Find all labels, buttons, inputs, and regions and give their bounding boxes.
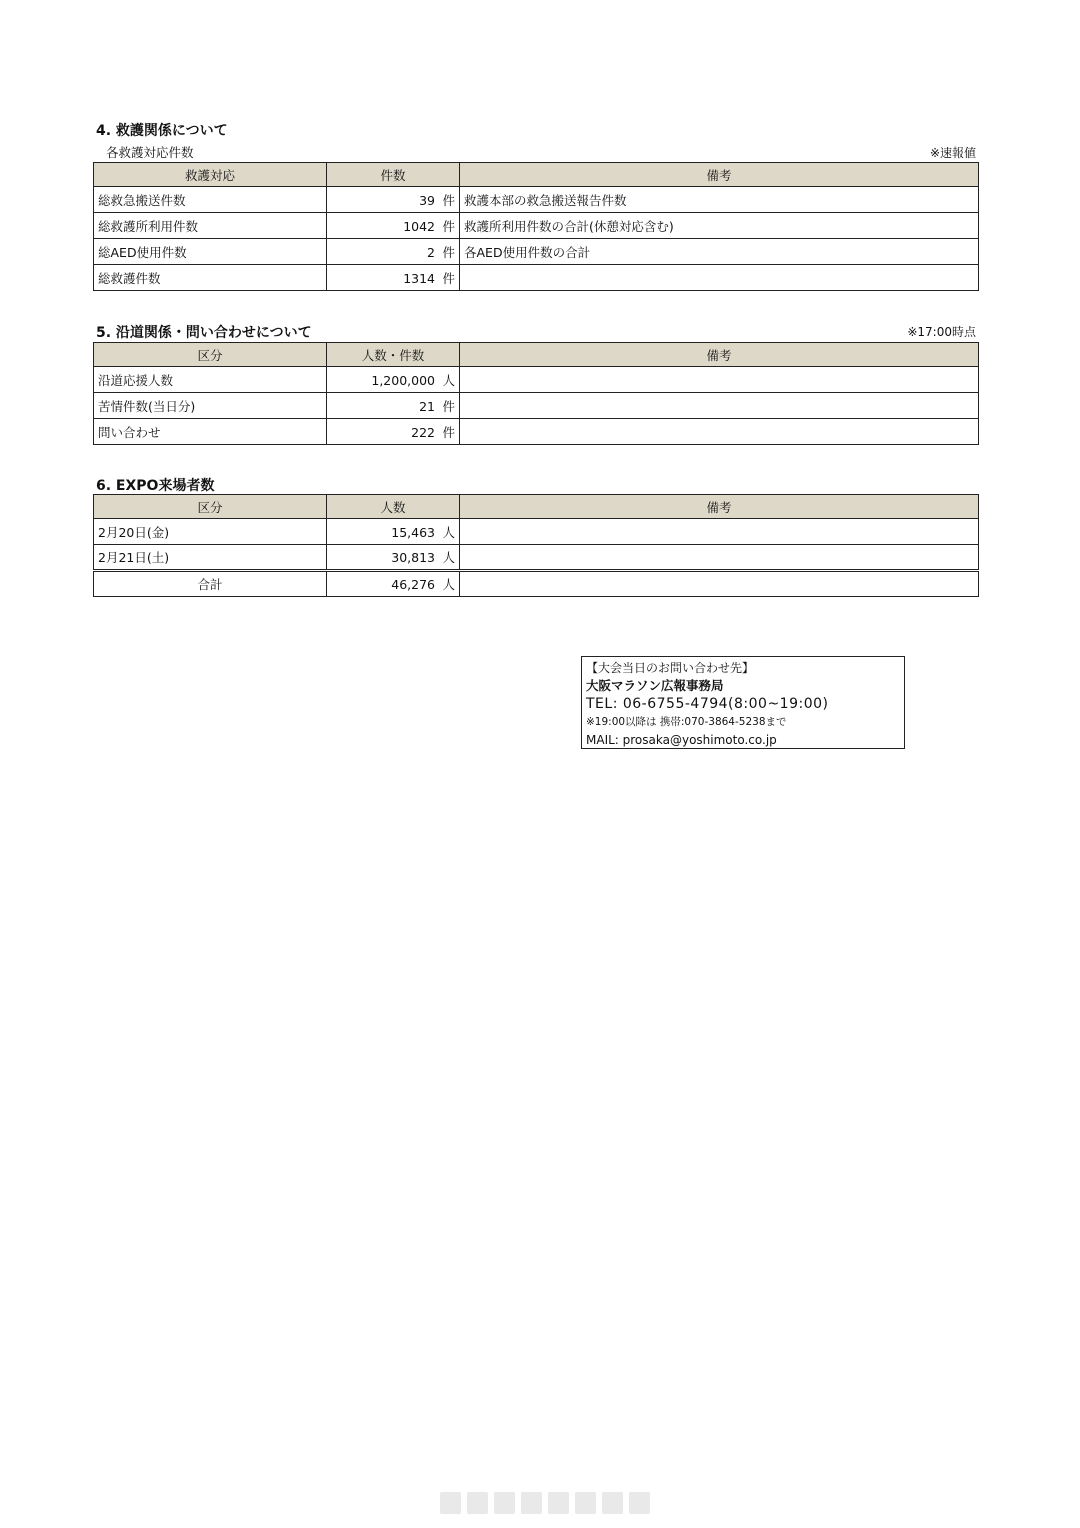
row-unit: 人 — [442, 524, 455, 540]
table-row — [94, 213, 979, 239]
contact-org: 大阪マラソン広報事務局 — [586, 678, 724, 693]
table-row — [94, 265, 979, 291]
contact-box — [581, 656, 905, 749]
watermark — [440, 1492, 650, 1514]
row-unit: 人 — [442, 550, 455, 565]
row-unit: 件 — [442, 244, 455, 260]
row-unit: 人 — [442, 372, 455, 388]
row-value: 30,813 — [391, 550, 435, 565]
row-value-cell — [327, 265, 460, 291]
contact-mail: MAIL: prosaka@yoshimoto.co.jp — [586, 733, 777, 747]
table-header-row — [94, 343, 979, 367]
row-label: 総AED使用件数 — [94, 239, 327, 265]
row-value-cell — [327, 213, 460, 239]
total-value-cell — [327, 571, 460, 597]
row-label: 苦情件数(当日分) — [94, 393, 327, 419]
row-label: 総救護件数 — [94, 265, 327, 291]
row-unit: 件 — [442, 218, 455, 234]
row-value: 222 — [411, 424, 435, 440]
section6-title: 6. EXPO来場者数 — [96, 478, 215, 494]
row-remark — [460, 519, 979, 545]
row-remark: 救護本部の救急搬送報告件数 — [460, 187, 979, 213]
row-unit: 件 — [442, 424, 455, 440]
row-value: 21 — [419, 398, 435, 414]
total-value: 46,276 — [391, 577, 435, 592]
contact-tel: TEL: 06-6755-4794(8:00~19:00) — [586, 696, 829, 712]
row-label: 総救急搬送件数 — [94, 187, 327, 213]
table-header-row — [94, 163, 979, 187]
section4-title: 4. 救護関係について — [96, 123, 228, 139]
row-value-cell — [327, 393, 460, 419]
row-value-cell — [327, 545, 460, 571]
column-header: 区分 — [94, 343, 327, 367]
row-unit: 件 — [442, 270, 455, 286]
contact-after-hours: ※19:00以降は 携帯:070-3864-5238まで — [586, 716, 787, 728]
column-header: 備考 — [460, 495, 979, 519]
row-label: 沿道応援人数 — [94, 367, 327, 393]
row-value-cell — [327, 239, 460, 265]
section4-subtitle: 各救護対応件数 — [106, 145, 194, 160]
row-value-cell — [327, 419, 460, 445]
row-label: 2月21日(土) — [94, 545, 327, 571]
roadside-table — [93, 342, 979, 445]
row-label: 問い合わせ — [94, 419, 327, 445]
table-row — [94, 545, 979, 571]
rescue-table — [93, 162, 979, 291]
row-remark — [460, 265, 979, 291]
table-row — [94, 239, 979, 265]
table-row — [94, 519, 979, 545]
column-header: 人数・件数 — [327, 343, 460, 367]
table-row — [94, 367, 979, 393]
row-value: 39 — [419, 192, 435, 208]
row-value-cell — [327, 187, 460, 213]
column-header: 区分 — [94, 495, 327, 519]
section5-note: ※17:00時点 — [907, 325, 976, 339]
row-remark — [460, 367, 979, 393]
total-remark — [460, 571, 979, 597]
row-remark: 救護所利用件数の合計(休憩対応含む) — [460, 213, 979, 239]
total-label: 合計 — [94, 571, 327, 597]
row-remark: 各AED使用件数の合計 — [460, 239, 979, 265]
table-header-row — [94, 495, 979, 519]
table-row — [94, 187, 979, 213]
column-header: 件数 — [327, 163, 460, 187]
row-value: 1314 — [403, 270, 435, 286]
row-remark — [460, 393, 979, 419]
row-value-cell — [327, 367, 460, 393]
table-total-row — [94, 571, 979, 597]
table-row — [94, 419, 979, 445]
column-header: 人数 — [327, 495, 460, 519]
row-value: 15,463 — [391, 524, 435, 540]
table-row — [94, 393, 979, 419]
row-unit: 件 — [442, 192, 455, 208]
section5-title: 5. 沿道関係・問い合わせについて — [96, 325, 312, 341]
total-unit: 人 — [442, 577, 455, 592]
row-label: 総救護所利用件数 — [94, 213, 327, 239]
row-remark — [460, 545, 979, 571]
expo-table — [93, 494, 979, 597]
column-header: 備考 — [460, 343, 979, 367]
row-label: 2月20日(金) — [94, 519, 327, 545]
row-remark — [460, 419, 979, 445]
column-header: 救護対応 — [94, 163, 327, 187]
row-value: 1042 — [403, 218, 435, 234]
section4-note: ※速報値 — [929, 146, 976, 160]
row-value: 1,200,000 — [371, 372, 435, 388]
contact-heading: 【大会当日のお問い合わせ先】 — [586, 661, 755, 675]
row-value: 2 — [427, 244, 435, 260]
row-unit: 件 — [442, 398, 455, 414]
column-header: 備考 — [460, 163, 979, 187]
row-value-cell — [327, 519, 460, 545]
